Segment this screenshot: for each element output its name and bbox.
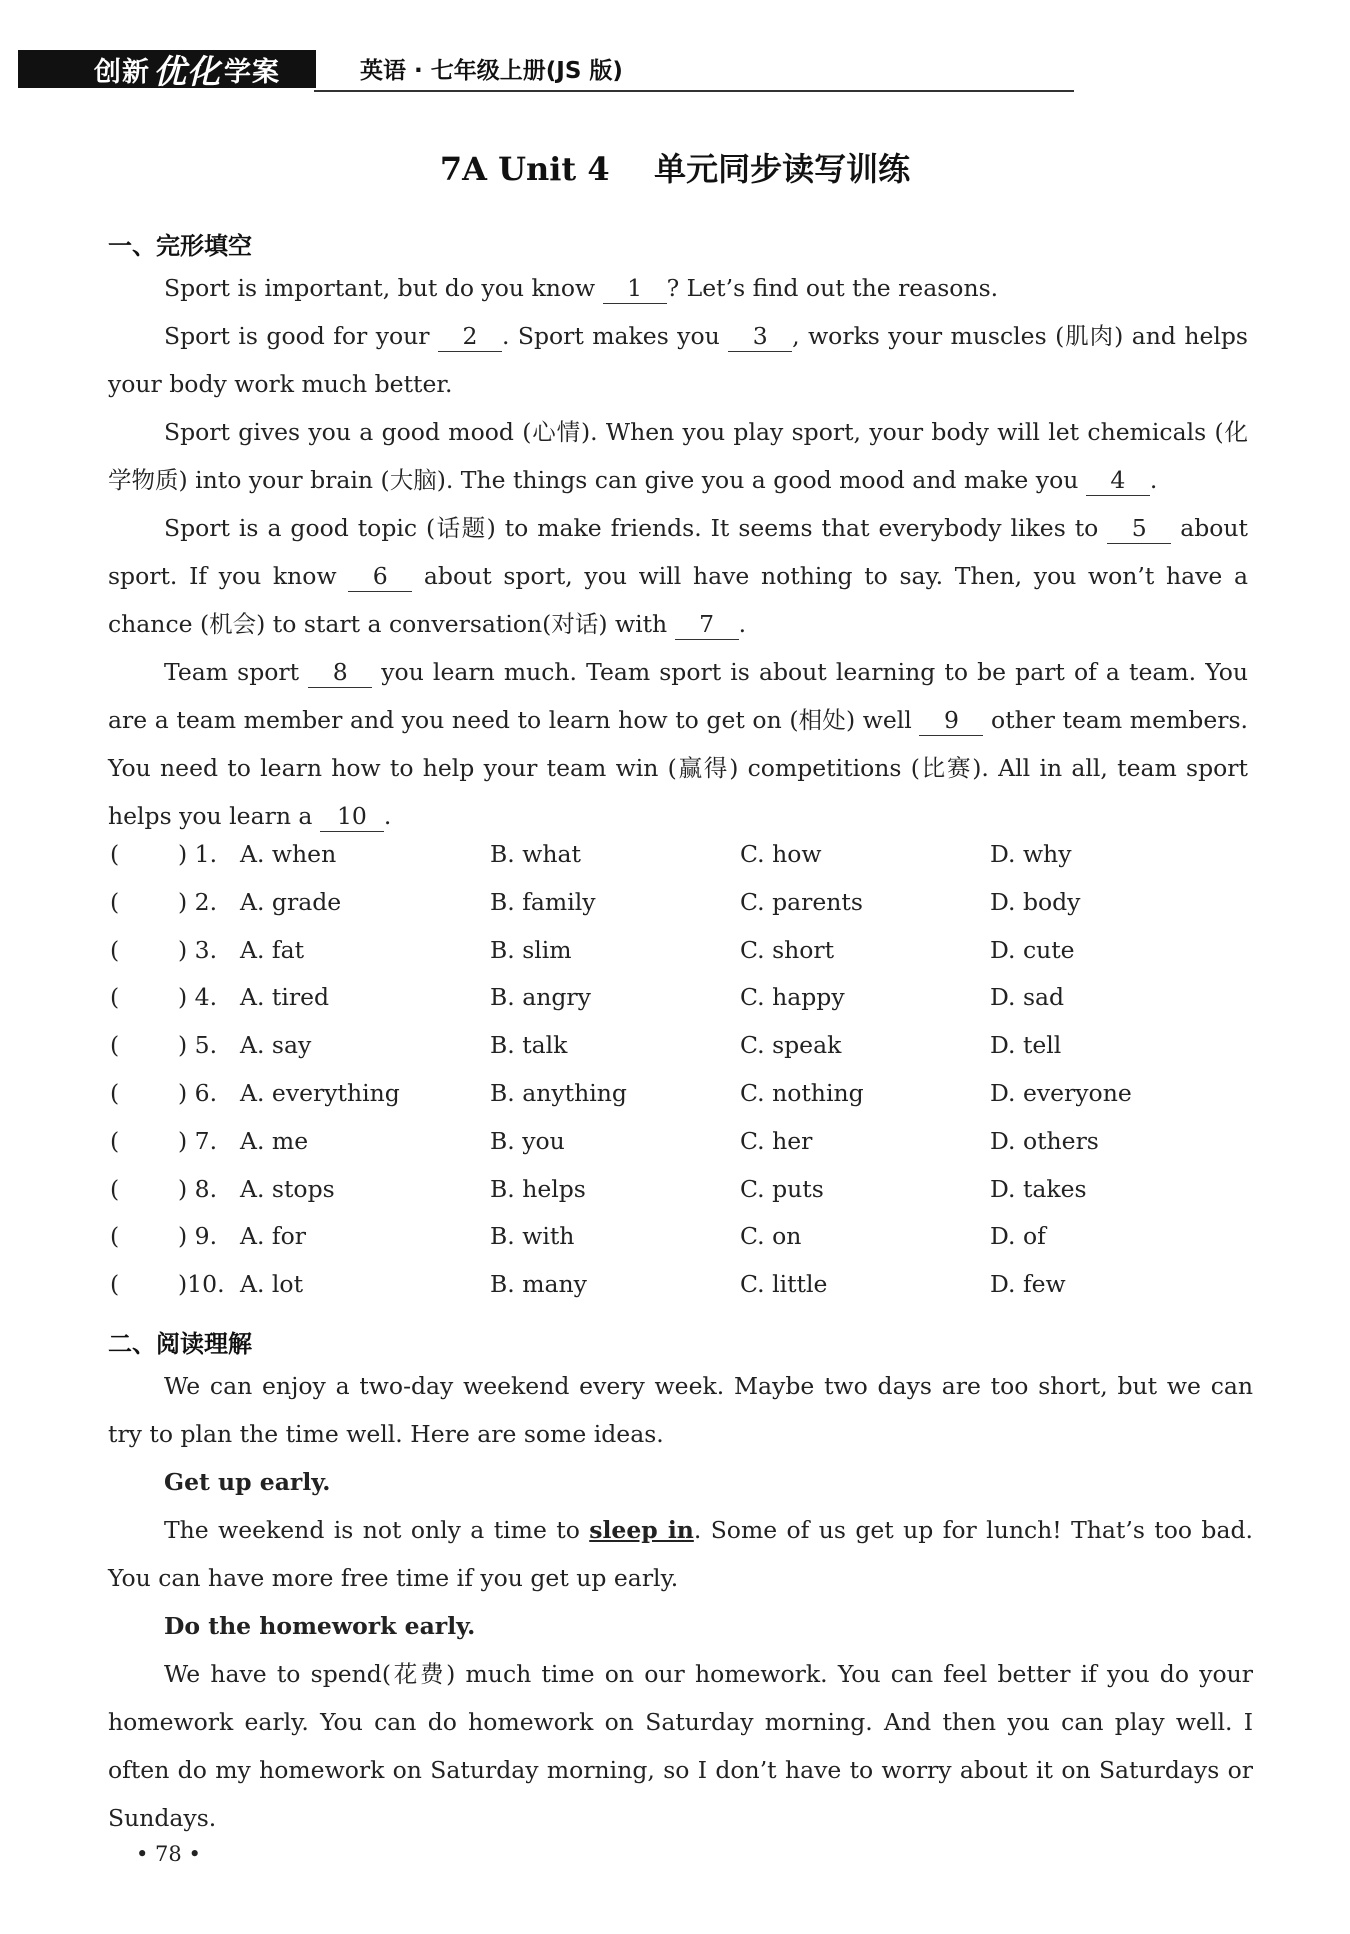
question-row [108,888,1258,936]
option-d: D. why [990,840,1072,868]
reading-subheading: Get up early. [164,1468,331,1496]
options-list [108,840,1258,1318]
option-a: A. fat [240,935,305,964]
question-number: ) 4. [178,983,218,1012]
question-row [108,936,1258,984]
answer-paren[interactable]: ( [110,1126,120,1155]
option-b: B. angry [490,983,591,1012]
option-b: B. anything [490,1078,627,1107]
question-number: ) 9. [178,1222,218,1251]
answer-paren[interactable]: ( [110,1270,120,1299]
option-d: D. tell [990,1031,1062,1060]
option-a: A. everything [240,1078,400,1107]
question-number: ) 7. [178,1126,218,1155]
blank-10: 10 [320,801,384,832]
brand-text-big: 优化 [153,51,221,91]
option-d: D. sad [990,983,1065,1012]
answer-paren[interactable]: ( [110,1174,120,1203]
option-c: C. puts [740,1174,824,1203]
question-row [108,1175,1258,1223]
cloze-paragraph: Sport is good for your 2 . Sport makes you 3 , works your muscles (肌肉) and helps your body work much better. [108,322,1248,398]
option-a: A. lot [240,1270,304,1299]
page-number: • 78 • [136,1842,201,1866]
question-number: ) 1. [178,840,218,868]
answer-paren[interactable]: ( [110,1078,120,1107]
blank-8: 8 [308,657,372,688]
cloze-paragraph: Sport gives you a good mood (心情). When you play sport, your body will let chemicals (化学物质) into your brain (大脑). The things can give you a good mood and make you 4 . [108,418,1248,494]
question-row [108,1031,1258,1079]
cloze-paragraph: Team sport 8 you learn much. Team sport is about learning to be part of a team. You are a team member and you need to learn how to get on (相处) well 9 other team members. You need to learn how to help your team win (赢得) competitions (比赛). All in all, team sport helps you learn a 10 . [108,658,1248,830]
blank-5: 5 [1107,513,1171,544]
question-row [108,983,1258,1031]
answer-paren[interactable]: ( [110,840,120,868]
section-heading-reading: 二、阅读理解 [108,1330,252,1358]
option-a: A. stops [240,1174,335,1203]
reading-passage [108,1362,1253,1842]
option-a: A. tired [240,983,330,1012]
option-a: A. for [240,1222,306,1251]
option-a: A. when [240,840,337,868]
option-b: B. many [490,1270,587,1299]
option-c: C. happy [740,983,845,1012]
blank-6: 6 [348,561,412,592]
blank-2: 2 [438,321,502,352]
option-b: B. you [490,1126,565,1155]
reading-paragraph: We have to spend(花费) much time on our homework. You can feel better if you do your homework early. You can do homework on Saturday morning. And then you can play well. I often do my homework on Saturday morning, so I don’t have to worry about it on Saturdays or Sundays. [108,1660,1253,1832]
brand-text-b: 学案 [224,56,280,88]
brand-logo [18,50,316,91]
option-c: C. parents [740,887,863,916]
option-b: B. what [490,840,581,868]
answer-paren[interactable]: ( [110,983,120,1012]
option-c: C. her [740,1126,813,1155]
question-number: ) 2. [178,887,218,916]
question-number: )10. [178,1270,225,1299]
option-b: B. talk [490,1031,568,1060]
question-number: ) 3. [178,935,218,964]
question-row [108,1270,1258,1318]
reading-paragraph: The weekend is not only a time to sleep in. Some of us get up for lunch! That’s too bad. You can have more free time if you get up early. [108,1516,1253,1592]
option-a: A. grade [240,887,342,916]
option-c: C. nothing [740,1078,864,1107]
header-divider [314,90,1074,92]
question-row [108,1127,1258,1175]
option-d: D. cute [990,935,1075,964]
option-d: D. everyone [990,1078,1132,1107]
option-d: D. others [990,1126,1099,1155]
question-number: ) 8. [178,1174,218,1203]
cloze-passage [108,264,1248,840]
reading-subheading: Do the homework early. [164,1612,476,1640]
answer-paren[interactable]: ( [110,935,120,964]
option-d: D. of [990,1222,1046,1251]
answer-paren[interactable]: ( [110,887,120,916]
answer-paren[interactable]: ( [110,1031,120,1060]
underlined-phrase: sleep in [589,1516,694,1544]
page-header [18,50,1338,90]
question-number: ) 6. [178,1078,218,1107]
section-heading-cloze: 一、完形填空 [108,232,252,260]
option-c: C. on [740,1222,802,1251]
brand-text-a: 创新 [94,56,150,88]
option-c: C. speak [740,1031,842,1060]
book-subtitle: 英语 · 七年级上册(JS 版) [360,58,623,84]
question-row [108,1079,1258,1127]
option-b: B. family [490,887,596,916]
answer-paren[interactable]: ( [110,1222,120,1251]
blank-3: 3 [728,321,792,352]
option-b: B. with [490,1222,575,1251]
question-number: ) 5. [178,1031,218,1060]
option-a: A. me [240,1126,309,1155]
blank-4: 4 [1086,465,1150,496]
blank-7: 7 [675,609,739,640]
cloze-paragraph: Sport is a good topic (话题) to make friends. It seems that everybody likes to 5 about sport. If you know 6 about sport, you will have nothing to say. Then, you won’t have a chance (机会) to start a conversation(对话) with 7 . [108,514,1248,638]
option-d: D. takes [990,1174,1087,1203]
page-title: 7A Unit 4 单元同步读写训练 [439,150,911,188]
option-b: B. slim [490,935,572,964]
question-row [108,840,1258,888]
option-c: C. short [740,935,835,964]
question-row [108,1222,1258,1270]
option-d: D. few [990,1270,1066,1299]
option-c: C. how [740,840,822,868]
option-c: C. little [740,1270,828,1299]
option-b: B. helps [490,1174,586,1203]
option-d: D. body [990,887,1081,916]
cloze-paragraph: Sport is important, but do you know 1 ? Let’s find out the reasons. [164,274,999,302]
option-a: A. say [240,1031,312,1060]
reading-intro: We can enjoy a two-day weekend every week. Maybe two days are too short, but we can try to plan the time well. Here are some ideas. [108,1372,1253,1448]
blank-1: 1 [603,273,667,304]
blank-9: 9 [919,705,983,736]
